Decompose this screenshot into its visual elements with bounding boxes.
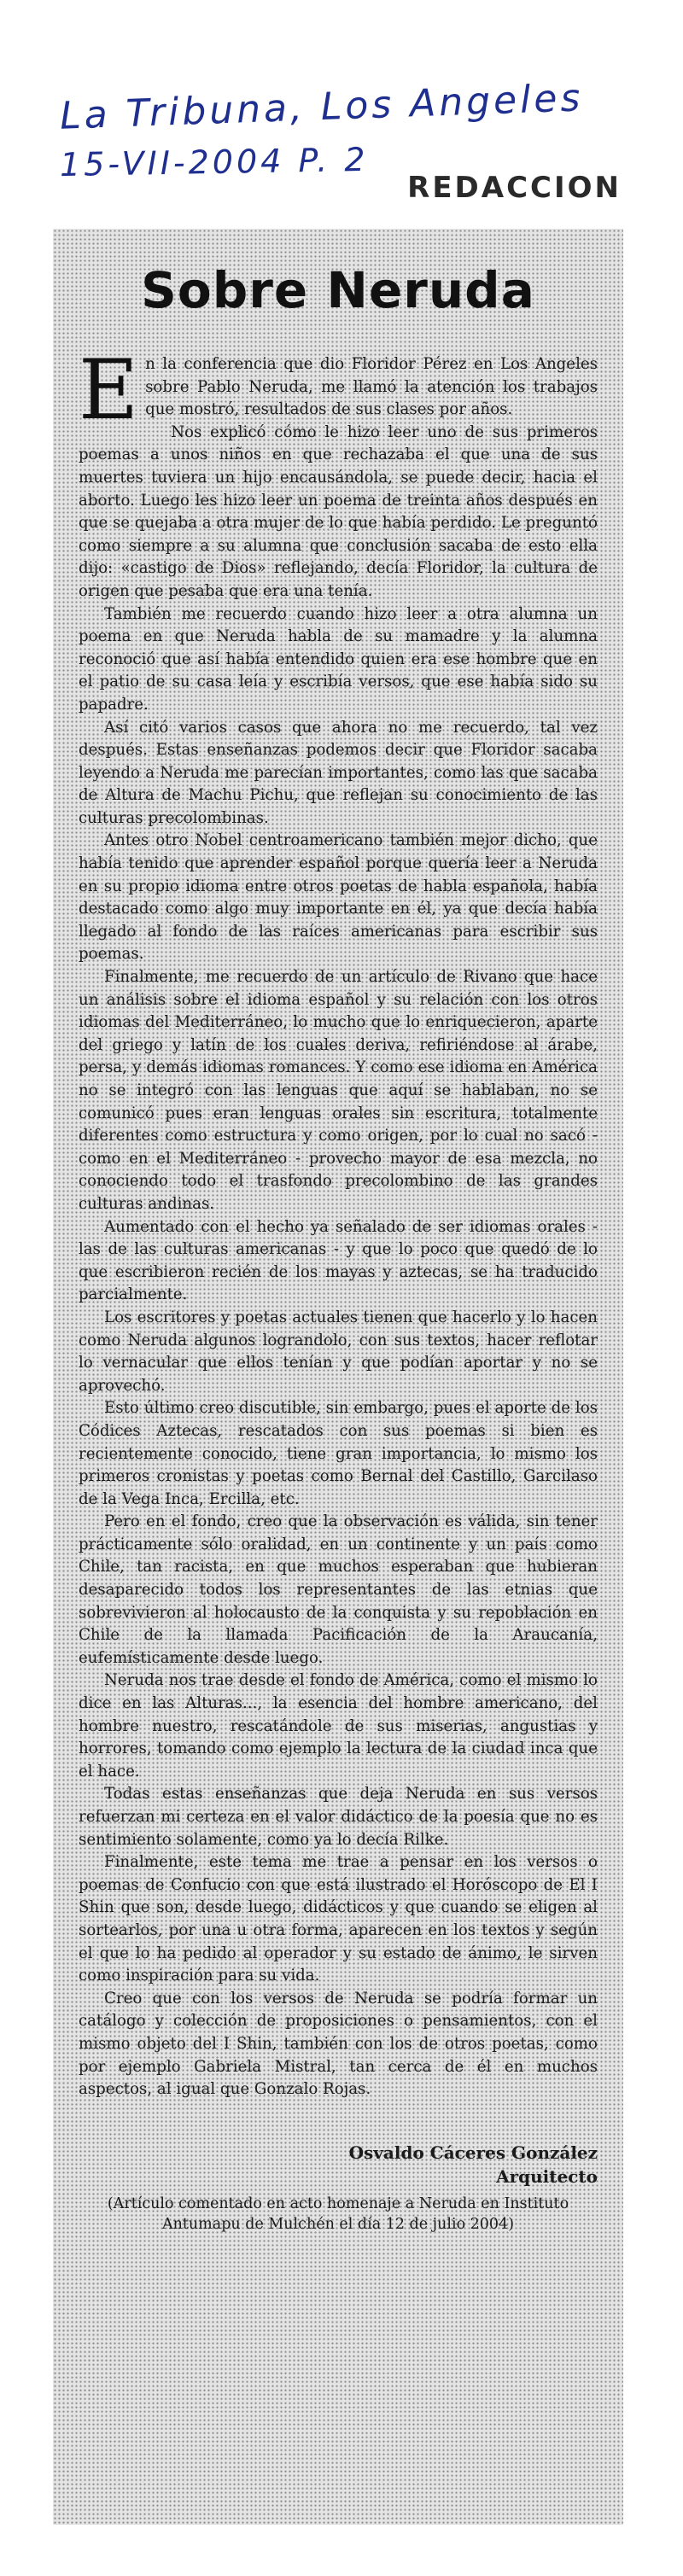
article-paragraph: Esto último creo discutible, sin embargo, pues el aporte de los Códices Aztecas, rescatados con sus poemas si bien es recientemente conocido, tiene gran importancia, lo mismo los primeros cronistas y poetas como Bernal del Castillo, Garcilaso de la Vega Inca, Ercilla, etc. <box>79 1399 598 1508</box>
author-role: Arquitecto <box>496 2165 598 2187</box>
article-paragraph: Nos explicó cómo le hizo leer uno de sus primeros poemas a unos niños en que rechazaba el que una de sus muertes tuviera un hijo encausándola, se puede decir, hacia el aborto. Luego les hizo leer un poema de treinta años después en que se quejaba a otra mujer de lo que había perdido. Le preguntó como siempre a su alumna que conclusión sacaba de esto ella dijo: «castigo de Dios» reflejando, decía Floridor, la cultura de origen que pesaba que era una tenía. <box>79 423 598 600</box>
article-paragraph: Finalmente, este tema me trae a pensar en los versos o poemas de Confucio con que está ilustrado el Horóscopo de El I Shin que son, desde luego, didácticos y que cuando se eligen al sortearlos, por una u otra forma, aparecen en los textos y según el que lo ha pedido al operador y su estado de ánimo, le sirven como inspiración para su vida. <box>79 1853 598 1985</box>
article-paragraph: Finalmente, me recuerdo de un artículo de Rivano que hace un análisis sobre el idioma español y su relación con los otros idiomas del Mediterráneo, lo mucho que lo enriquecieron, aparte del griego y latín de los cuales deriva, refiriéndose al árabe, persa, y demás idiomas romances. Y como ese idioma en América no se integró con las lenguas que aquí se hablaban, no se comunicó pues eran lenguas orales sin escritura, totalmente diferentes como estructura y como origen, por lo cual no sacó - como en el Mediterráneo - provecho mayor de esa mezcla, no conociendo todo el trasfondo precolombino de las grandes culturas andinas. <box>79 968 598 1213</box>
article-paragraph: Pero en el fondo, creo que la observación es válida, sin tener prácticamente sólo oralidad, en un continente y un país como Chile, tan racista, en que muchos esperaban que hubieran desaparecido todos los representantes de las etnias que sobrevivieron al holocausto de la conquista y su repoblación en Chile de la llamada Pacificación de la Araucanía, eufemísticamente desde luego. <box>79 1512 598 1667</box>
article-footnote: (Artículo comentado en acto homenaje a Neruda en Instituto Antumapu de Mulchén el día 12 de julio 2004) <box>107 2194 569 2233</box>
article-paragraph: Antes otro Nobel centroamericano también mejor dicho, que había tenido que aprender español porque quería leer a Neruda en su propio idioma entre otros poetas de habla española, había destacado como algo muy importante en él, ya que decía había llegado al fondo de las raíces americanas para escribir sus poemas. <box>79 831 598 964</box>
article-body <box>79 342 598 2101</box>
article-title: Sobre Neruda <box>141 261 535 319</box>
article-paragraph: Neruda nos trae desde el fondo de América, como el mismo lo dice en las Alturas..., la esencia del hombre americano, del hombre nuestro, rescatándole de sus miserias, angustias y horrores, tomando como ejemplo la lectura de la ciudad inca que el hace. <box>79 1671 598 1780</box>
first-paragraph-text: n la conferencia que dio Floridor Pérez en Los Angeles sobre Pablo Neruda, me llamó la atención los trabajos que mostró, resultados de sus clases por años. <box>145 355 598 419</box>
article-clipping <box>53 229 623 2525</box>
handwritten-source: La Tribuna, Los Angeles <box>59 76 585 138</box>
handwritten-date-page: 15-VII-2004 P. 2 <box>59 140 369 184</box>
author-name: Osvaldo Cáceres González <box>348 2142 598 2163</box>
drop-cap: E <box>79 342 139 438</box>
article-paragraph: Así citó varios casos que ahora no me recuerdo, tal vez después. Estas enseñanzas podemos decir que Floridor sacaba leyendo a Neruda me parecían importantes, como las que sacaba de Altura de Machu Pichu, que reflejan su conocimiento de las culturas precolombinas. <box>79 718 598 827</box>
article-paragraph: Los escritores y poetas actuales tienen que hacerlo y lo hacen como Neruda algunos lograndolo, con sus textos, hacer reflotar lo vernacular que ellos tenían y que podían aportar y no se aprovechó. <box>79 1308 598 1395</box>
article-paragraph <box>79 342 598 438</box>
article-paragraph: También me recuerdo cuando hizo leer a otra alumna un poema en que Neruda habla de su mamadre y la alumna reconoció que así había entendido quien era ese hombre que en el patio de su casa leía y escribía versos, que ese había sido su papadre. <box>79 604 598 714</box>
article-paragraph: Creo que con los versos de Neruda se podría formar un catálogo y colección de proposiciones o pensamientos, con el mismo objeto del I Shin, también con los de otros poetas, como por ejemplo Gabriela Mistral, tan cerca de él en muchos aspectos, al igual que Gonzalo Rojas. <box>79 1989 598 2099</box>
author-signature <box>79 2141 598 2188</box>
section-label: REDACCION <box>407 171 622 205</box>
article-paragraph: Aumentado con el hecho ya señalado de ser idiomas orales -las de las culturas americanas - y que lo poco que quedó de lo que escribieron recién de los mayas y aztecas, se ha traducido parcialmente. <box>79 1217 598 1304</box>
article-paragraph: Todas estas enseñanzas que deja Neruda en sus versos refuerzan mi certeza en el valor didáctico de la poesía que no es sentimiento solamente, como ya lo decía Rilke. <box>79 1785 598 1849</box>
